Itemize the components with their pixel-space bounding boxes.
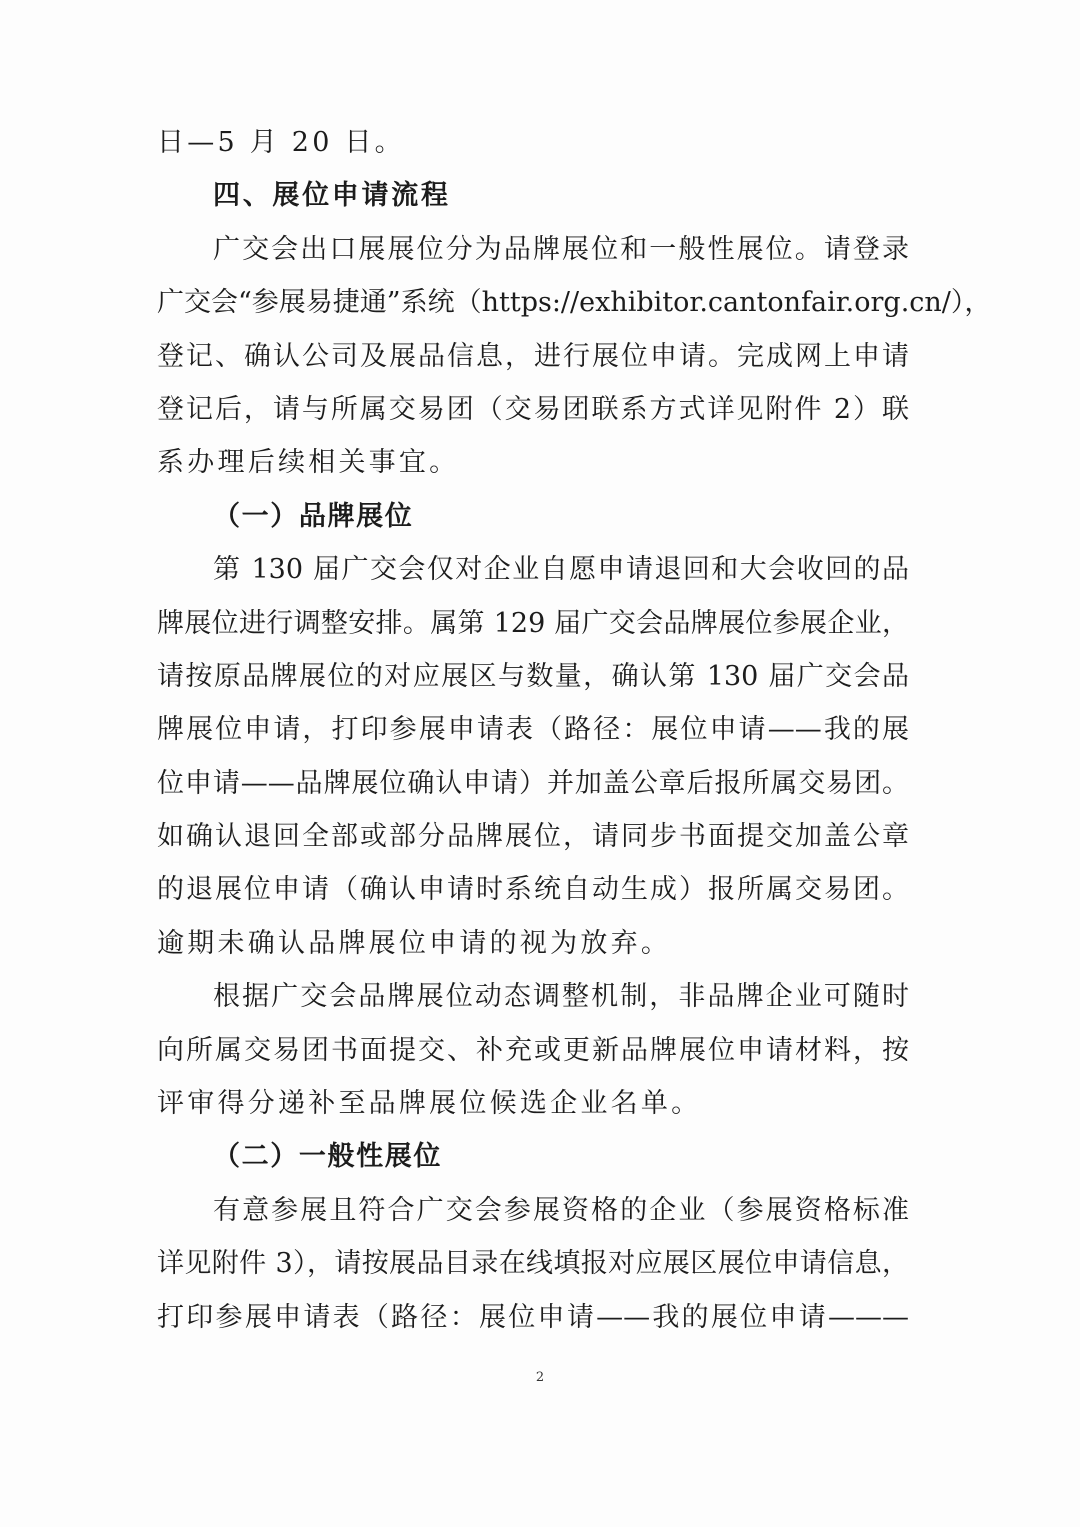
text-line: 的退展位申请（确认申请时系统自动生成）报所属交易团。 <box>157 874 909 906</box>
text-line-with-url: 广交会“参展易捷通”系统（https://exhibitor.cantonfair.org.cn/）， <box>157 287 992 319</box>
text-line: 广交会出口展展位分为品牌展位和一般性展位。请登录 <box>213 233 909 265</box>
text-line: 详见附件 3），请按展品目录在线填报对应展区展位申请信息， <box>157 1248 909 1280</box>
page-number: 2 <box>535 1370 545 1385</box>
text-line: 登记、确认公司及展品信息，进行展位申请。完成网上申请 <box>157 340 909 372</box>
text-line: 根据广交会品牌展位动态调整机制，非品牌企业可随时 <box>213 981 909 1013</box>
text-line: 登记后，请与所属交易团（交易团联系方式详见附件 2）联 <box>157 393 909 425</box>
text-line: 系办理后续相关事宜。 <box>157 447 460 479</box>
text-line: 如确认退回全部或部分品牌展位，请同步书面提交加盖公章 <box>157 821 909 853</box>
text-line: 逾期未确认品牌展位申请的视为放弃。 <box>157 927 672 959</box>
text-line: 位申请——品牌展位确认申请）并加盖公章后报所属交易团。 <box>157 767 909 799</box>
text-line: 第 130 届广交会仅对企业自愿申请退回和大会收回的品 <box>213 554 909 586</box>
text-line: 评审得分递补至品牌展位候选企业名单。 <box>157 1088 702 1120</box>
text-line: 打印参展申请表（路径：展位申请——我的展位申请——— <box>157 1301 909 1333</box>
document-body <box>157 116 992 1344</box>
subheading-brand-booth: （一）品牌展位 <box>213 500 414 532</box>
text-line: 请按原品牌展位的对应展区与数量，确认第 130 届广交会品 <box>157 660 909 692</box>
text-line: 向所属交易团书面提交、补充或更新品牌展位申请材料，按 <box>157 1034 909 1066</box>
text-line: 有意参展且符合广交会参展资格的企业（参展资格标准 <box>213 1194 909 1226</box>
text-line: 牌展位进行调整安排。属第 129 届广交会品牌展位参展企业， <box>157 607 909 639</box>
section-heading-booth-application: 四、展位申请流程 <box>213 180 451 212</box>
text-line: 牌展位申请，打印参展申请表（路径：展位申请——我的展 <box>157 714 909 746</box>
subheading-general-booth: （二）一般性展位 <box>213 1141 442 1173</box>
text-line: 日—5 月 20 日。 <box>157 127 405 158</box>
